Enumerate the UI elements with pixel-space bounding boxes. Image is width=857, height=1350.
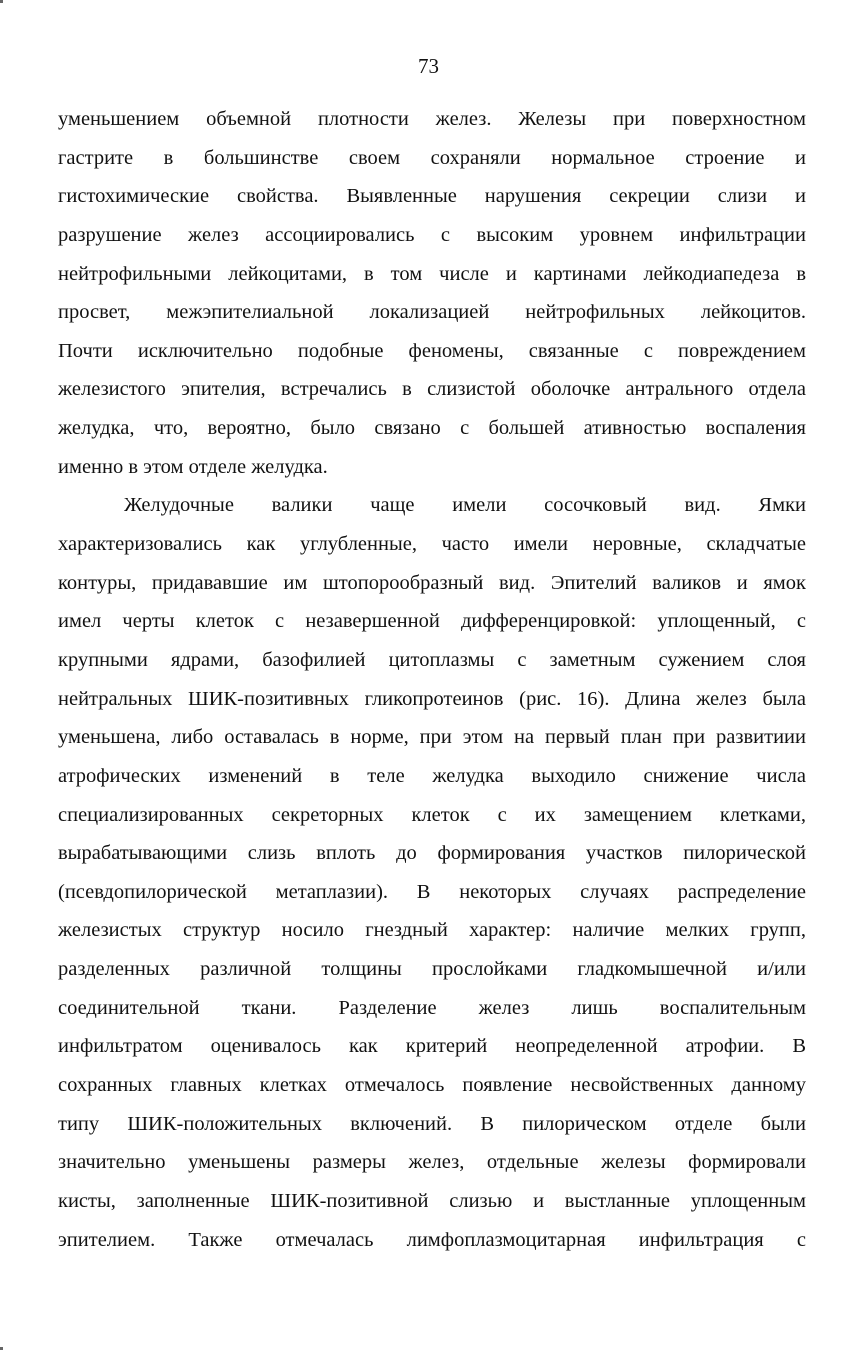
text-line: железистых структур носило гнездный характер: наличие мелких групп, — [58, 919, 806, 942]
paragraph-first-line: Желудочные валики чаще имели сосочковый вид. Ямки — [124, 494, 806, 517]
text-line: (псевдопилорической метаплазии). В некоторых случаях распределение — [58, 880, 806, 903]
text-line: нейтрофильными лейкоцитами, в том числе и картинами лейкодиапедеза в — [58, 262, 806, 285]
text-line: характеризовались как углубленные, часто имели неровные, складчатые — [58, 533, 806, 556]
text-line: контуры, придававшие им штопорообразный вид. Эпителий валиков и ямок — [58, 571, 806, 594]
scan-corner-mark — [0, 0, 3, 3]
text-line: уменьшена, либо оставалась в норме, при этом на первый план при развитиии — [58, 726, 806, 749]
paragraph-last-line: именно в этом отделе желудка. — [58, 455, 328, 478]
page-number: 73 — [418, 54, 439, 78]
text-line: желудка, что, вероятно, было связано с большей ативностью воспаления — [58, 417, 806, 440]
text-line: просвет, межэпителиальной локализацией нейтрофильных лейкоцитов. — [58, 301, 806, 324]
text-line: разделенных различной толщины прослойками гладкомышечной и/или — [58, 958, 806, 981]
text-line: крупными ядрами, базофилией цитоплазмы с заметным сужением слоя — [58, 648, 806, 671]
text-line: гастрите в большинстве своем сохраняли нормальное строение и — [58, 146, 806, 169]
text-line: эпителием. Также отмечалась лимфоплазмоцитарная инфильтрация с — [58, 1228, 806, 1251]
text-line: соединительной ткани. Разделение желез лишь воспалительным — [58, 996, 806, 1019]
text-line: уменьшением объемной плотности желез. Железы при поверхностном — [58, 108, 806, 130]
text-line: кисты, заполненные ШИК-позитивной слизью и выстланные уплощенным — [58, 1189, 806, 1212]
body-text — [58, 100, 806, 1259]
text-line: значительно уменьшены размеры желез, отдельные железы формировали — [58, 1151, 806, 1174]
text-line: специализированных секреторных клеток с их замещением клетками, — [58, 803, 806, 826]
text-line: сохранных главных клетках отмечалось появление несвойственных данному — [58, 1074, 806, 1097]
text-line: вырабатывающими слизь вплоть до формирования участков пилорической — [58, 842, 806, 865]
text-line: типу ШИК-положительных включений. В пилорическом отделе были — [58, 1112, 806, 1135]
text-line: атрофических изменений в теле желудка выходило снижение числа — [58, 764, 806, 787]
text-line: гистохимические свойства. Выявленные нарушения секреции слизи и — [58, 185, 806, 208]
text-line: Почти исключительно подобные феномены, связанные с повреждением — [58, 339, 806, 362]
text-line: железистого эпителия, встречались в слизистой оболочке антрального отдела — [58, 378, 806, 401]
text-line: нейтральных ШИК-позитивных гликопротеинов (рис. 16). Длина желез была — [58, 687, 806, 710]
text-line: инфильтратом оценивалось как критерий неопределенной атрофии. В — [58, 1035, 806, 1058]
text-line: разрушение желез ассоциировались с высоким уровнем инфильтрации — [58, 223, 806, 246]
text-line: имел черты клеток с незавершенной дифференцировкой: уплощенный, с — [58, 610, 806, 633]
